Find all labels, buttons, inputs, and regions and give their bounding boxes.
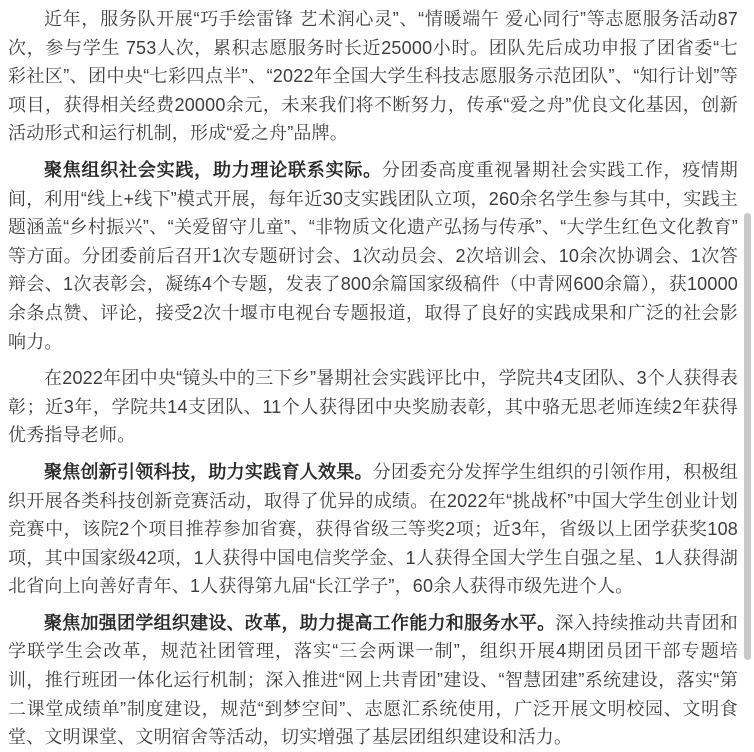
paragraph <box>8 364 738 450</box>
paragraph <box>8 156 738 356</box>
paragraph <box>8 5 738 148</box>
paragraph-lead: 聚焦组织社会实践，助力理论联系实际。 <box>44 159 382 180</box>
paragraph-text: 分团委高度重视暑期社会实践工作，疫情期间，利用“线上+线下”模式开展，每年近30支实践团队立项，260余名学生参与其中，实践主题涵盖“乡村振兴”、“关爱留守儿童”、“非物质文化遗产弘扬与传承”、“大学生红色文化教育”等方面。分团委前后召开1次专题研讨会、1次动员会、2次培训会、10余次协调会、1次答辩会、1次表彰会，凝练4个专题，发表了800余篇国家级稿件（中青网600余篇），获10000余条点赞、评论，接受2次十堰市电视台专题报道，取得了良好的实践成果和广泛的社会影响力。 <box>8 159 738 352</box>
paragraph-lead: 聚焦创新引领科技，助力实践育人效果。 <box>44 461 373 482</box>
paragraph-text: 近年，服务队开展“巧手绘雷锋 艺术润心灵”、“情暖端午 爱心同行”等志愿服务活动87次，参与学生 753人次，累积志愿服务时长近25000小时。团队先后成功申报了团省委“七彩社区”、团中央“七彩四点半”、“2022年全国大学生科技志愿服务示范团队”、“知行计划”等项目，获得相关经费20000余元，未来我们将不断努力，传承“爱之舟”优良文化基因，创新活动形式和运行机制，形成“爱之舟”品牌。 <box>8 9 738 144</box>
paragraph-lead: 聚焦加强团学组织建设、改革，助力提高工作能力和服务水平。 <box>44 612 556 633</box>
paragraph-text: 分团委充分发挥学生组织的引领作用，积极组织开展各类科技创新竞赛活动，取得了优异的成绩。在2022年“挑战杯”中国大学生创业计划竞赛中，该院2个项目推荐参加省赛，获得省级三等奖2项；近3年，省级以上团学获奖108项，其中国家级42项，1人获得中国电信奖学金、1人获得全国大学生自强之星、1人获得湖北省向上向善好青年、1人获得第九届“长江学子”，60余人获得市级先进个人。 <box>8 461 738 597</box>
scrollbar-thumb[interactable] <box>744 213 751 660</box>
paragraph <box>8 609 738 752</box>
paragraph-text: 深入持续推动共青团和学联学生会改革，规范社团管理，落实“三会两课一制”，组织开展4期团员团干部专题培训，推行班团一体化运行机制；深入推进“网上共青团”建设、“智慧团建”系统建设，落实“第二课堂成绩单”制度建设，规范“到梦空间”、志愿汇系统使用，广泛开展文明校园、文明食堂、文明课堂、文明宿舍等活动，切实增强了基层团组织建设和活力。 <box>8 612 738 748</box>
scrollbar[interactable] <box>742 0 754 751</box>
paragraph <box>8 458 738 601</box>
paragraph-text: 在2022年团中央“镜头中的三下乡”暑期社会实践评比中，学院共4支团队、3个人获得表彰；近3年，学院共14支团队、11个人获得团中央奖励表彰，其中骆无思老师连续2年获得优秀指导老师。 <box>8 368 738 446</box>
article-body <box>8 5 738 752</box>
